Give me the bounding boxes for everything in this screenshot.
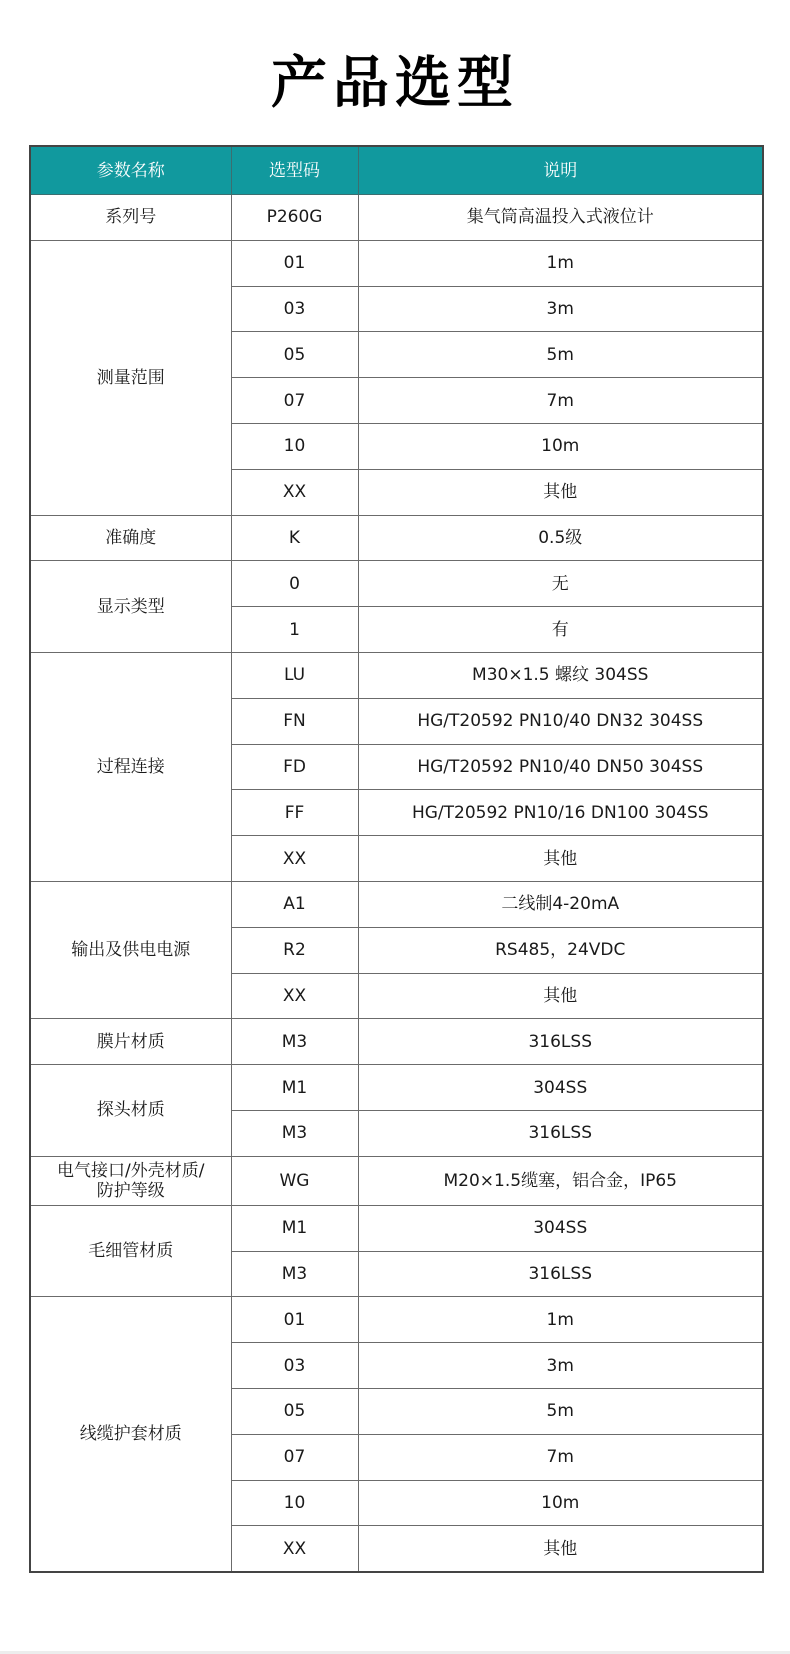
code-cell: M3	[231, 1251, 358, 1297]
code-cell: FD	[231, 744, 358, 790]
desc-cell: 10m	[358, 1480, 763, 1526]
desc-cell: 7m	[358, 378, 763, 424]
param-output-power: 输出及供电电源	[30, 881, 231, 1018]
desc-cell: M30×1.5 螺纹 304SS	[358, 652, 763, 698]
desc-cell: HG/T20592 PN10/16 DN100 304SS	[358, 790, 763, 836]
desc-cell: M20×1.5缆塞，铝合金，IP65	[358, 1156, 763, 1205]
param-electrical-housing-protection	[30, 1156, 231, 1205]
table-row	[30, 1156, 763, 1205]
code-cell: 03	[231, 1343, 358, 1389]
desc-cell: 316LSS	[358, 1110, 763, 1156]
desc-cell: HG/T20592 PN10/40 DN50 304SS	[358, 744, 763, 790]
code-cell: M3	[231, 1019, 358, 1065]
desc-cell: 其他	[358, 836, 763, 882]
code-cell: 05	[231, 1388, 358, 1434]
selection-table	[29, 145, 764, 1573]
desc-cell: 3m	[358, 1343, 763, 1389]
param-display-type: 显示类型	[30, 561, 231, 653]
desc-cell: 无	[358, 561, 763, 607]
table-row	[30, 1297, 763, 1343]
desc-cell: 316LSS	[358, 1251, 763, 1297]
desc-cell: 316LSS	[358, 1019, 763, 1065]
desc-cell: HG/T20592 PN10/40 DN32 304SS	[358, 698, 763, 744]
table-row	[30, 1065, 763, 1111]
param-range: 测量范围	[30, 240, 231, 515]
header-param-name: 参数名称	[30, 146, 231, 195]
desc-cell: 304SS	[358, 1065, 763, 1111]
code-cell: WG	[231, 1156, 358, 1205]
table-row	[30, 1019, 763, 1065]
param-diaphragm-material: 膜片材质	[30, 1019, 231, 1065]
code-cell: K	[231, 515, 358, 561]
desc-cell: 10m	[358, 423, 763, 469]
code-cell: 05	[231, 332, 358, 378]
desc-cell: 二线制4-20mA	[358, 881, 763, 927]
table-row	[30, 1205, 763, 1251]
desc-cell: 0.5级	[358, 515, 763, 561]
table-header-row	[30, 146, 763, 195]
desc-cell: 304SS	[358, 1205, 763, 1251]
param-name-line1: 电气接口/外壳材质/	[57, 1160, 205, 1181]
table-row	[30, 561, 763, 607]
code-cell: 07	[231, 378, 358, 424]
code-cell: M1	[231, 1205, 358, 1251]
code-cell: XX	[231, 1526, 358, 1572]
code-cell: XX	[231, 836, 358, 882]
desc-cell: 其他	[358, 973, 763, 1019]
param-accuracy: 准确度	[30, 515, 231, 561]
table-row	[30, 881, 763, 927]
code-cell: 0	[231, 561, 358, 607]
desc-cell: 其他	[358, 469, 763, 515]
desc-cell: 1m	[358, 240, 763, 286]
param-name-line2: 防护等级	[96, 1180, 165, 1201]
header-code: 选型码	[231, 146, 358, 195]
code-cell: A1	[231, 881, 358, 927]
code-cell: R2	[231, 927, 358, 973]
code-cell: LU	[231, 652, 358, 698]
code-cell: 10	[231, 1480, 358, 1526]
table-row	[30, 652, 763, 698]
code-cell: XX	[231, 469, 358, 515]
code-cell: 10	[231, 423, 358, 469]
code-cell: 01	[231, 1297, 358, 1343]
param-series: 系列号	[30, 195, 231, 241]
param-cable-sheath-material: 线缆护套材质	[30, 1297, 231, 1572]
code-cell: 01	[231, 240, 358, 286]
code-cell: 03	[231, 286, 358, 332]
code-cell: 1	[231, 607, 358, 653]
param-process-connection: 过程连接	[30, 652, 231, 881]
code-cell: 07	[231, 1434, 358, 1480]
desc-cell: 5m	[358, 1388, 763, 1434]
param-capillary-material: 毛细管材质	[30, 1205, 231, 1297]
desc-cell: 7m	[358, 1434, 763, 1480]
table-row	[30, 195, 763, 241]
desc-cell: 其他	[358, 1526, 763, 1572]
param-probe-material: 探头材质	[30, 1065, 231, 1157]
desc-cell: 5m	[358, 332, 763, 378]
desc-cell: 集气筒高温投入式液位计	[358, 195, 763, 241]
code-cell: P260G	[231, 195, 358, 241]
desc-cell: 有	[358, 607, 763, 653]
table-row	[30, 240, 763, 286]
code-cell: M3	[231, 1110, 358, 1156]
desc-cell: 3m	[358, 286, 763, 332]
page-title: 产品选型	[271, 51, 519, 116]
code-cell: XX	[231, 973, 358, 1019]
code-cell: FN	[231, 698, 358, 744]
desc-cell: 1m	[358, 1297, 763, 1343]
desc-cell: RS485，24VDC	[358, 927, 763, 973]
code-cell: FF	[231, 790, 358, 836]
header-description: 说明	[358, 146, 763, 195]
table-row	[30, 515, 763, 561]
code-cell: M1	[231, 1065, 358, 1111]
